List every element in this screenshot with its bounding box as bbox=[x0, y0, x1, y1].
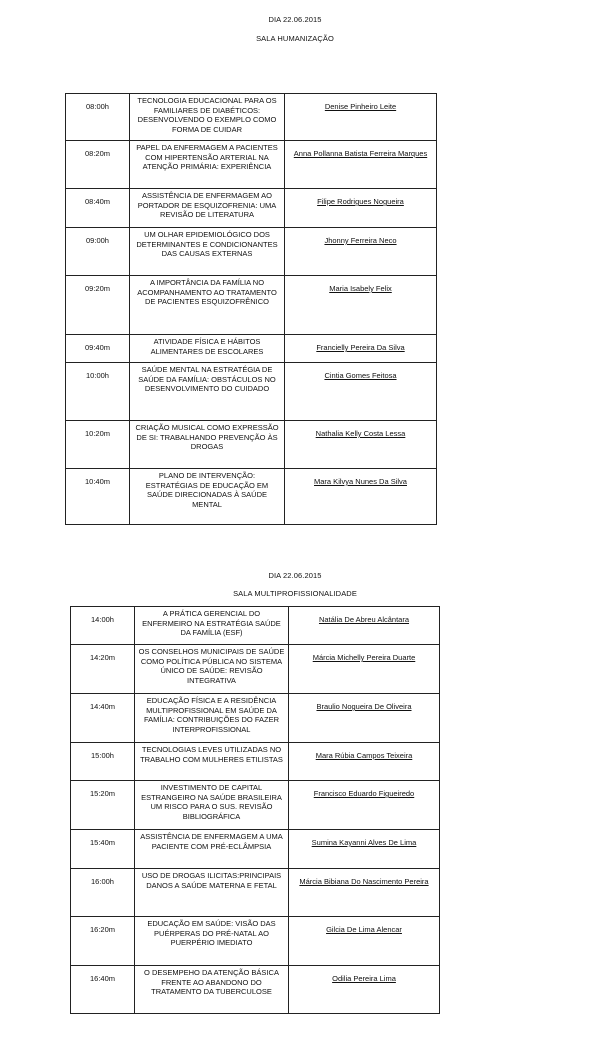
schedule-table-multiprofissionalidade bbox=[70, 606, 440, 1014]
presentation-title-text: PAPEL DA ENFERMAGEM A PACIENTES COM HIPERTENSÃO ARTERIAL NA ATENÇÃO PRIMÁRIA: EXPERIÊNCIA bbox=[136, 143, 278, 171]
table-row bbox=[66, 94, 437, 141]
presentation-title-text: INVESTIMENTO DE CAPITAL ESTRANGEIRO NA SAÚDE BRASILEIRA UM RISCO PARA O SUS. REVISÃO BIBLIOGRÁFICA bbox=[141, 783, 282, 821]
presentation-title-text: EDUCAÇÃO EM SAÚDE: VISÃO DAS PUÉRPERAS DO PRÉ-NATAL AO PUERPÉRIO IMEDIATO bbox=[147, 919, 276, 947]
schedule-time bbox=[66, 469, 130, 525]
author-name-text: Braulio Nogueira De Oliveira bbox=[316, 702, 412, 711]
presentation-title bbox=[135, 645, 289, 694]
schedule-time-text: 08:00h bbox=[86, 102, 109, 111]
author-name bbox=[285, 276, 437, 335]
presentation-title bbox=[130, 189, 285, 228]
table-body-2 bbox=[71, 607, 440, 1014]
schedule-time-text: 14:00h bbox=[91, 615, 114, 624]
presentation-title-text: TECNOLOGIAS LEVES UTILIZADAS NO TRABALHO COM MULHERES ETILISTAS bbox=[140, 745, 283, 764]
schedule-time-text: 08:20m bbox=[84, 149, 111, 158]
author-name bbox=[289, 645, 440, 694]
presentation-title bbox=[130, 469, 285, 525]
schedule-time bbox=[71, 917, 135, 966]
presentation-title-text: OS CONSELHOS MUNICIPAIS DE SAÚDE COMO POLÍTICA PÚBLICA NO SISTEMA ÚNICO DE SAÚDE: REVISÃO INTEGRATIVA bbox=[138, 647, 285, 685]
author-name bbox=[285, 469, 437, 525]
presentation-title bbox=[135, 917, 289, 966]
presentation-title bbox=[135, 694, 289, 743]
author-name bbox=[289, 694, 440, 743]
author-name-text: Filipe Rodrigues Nogueira bbox=[317, 197, 404, 206]
author-name-text: Cintia Gomes Feitosa bbox=[324, 371, 397, 380]
presentation-title bbox=[130, 276, 285, 335]
author-name-text: Márcia Michelly Pereira Duarte bbox=[312, 653, 416, 662]
author-name bbox=[285, 228, 437, 276]
schedule-table-humanizacao bbox=[65, 93, 437, 525]
schedule-time-text: 09:00h bbox=[86, 236, 109, 245]
schedule-time-text: 15:40m bbox=[89, 838, 116, 847]
table-row bbox=[71, 694, 440, 743]
schedule-time-text: 10:40m bbox=[84, 477, 111, 486]
author-name bbox=[285, 141, 437, 189]
author-name bbox=[289, 607, 440, 645]
table-row bbox=[66, 228, 437, 276]
author-name-text: Nathalia Kelly Costa Lessa bbox=[315, 429, 406, 438]
schedule-time bbox=[66, 421, 130, 469]
author-name-text: Maria Isabely Felix bbox=[329, 284, 392, 293]
table-row bbox=[66, 335, 437, 363]
schedule-time bbox=[66, 141, 130, 189]
author-name bbox=[285, 363, 437, 421]
schedule-time-text: 09:20m bbox=[84, 284, 111, 293]
table-row bbox=[66, 363, 437, 421]
presentation-title bbox=[135, 781, 289, 830]
author-name-text: Gilcia De Lima Alencar bbox=[326, 925, 402, 934]
schedule-time-text: 08:40m bbox=[84, 197, 111, 206]
schedule-time bbox=[71, 781, 135, 830]
presentation-title-text: O DESEMPEHO DA ATENÇÃO BÁSICA FRENTE AO ABANDONO DO TRATAMENTO DA TUBERCULOSE bbox=[144, 968, 279, 996]
author-name bbox=[285, 189, 437, 228]
presentation-title-text: ATIVIDADE FÍSICA E HÁBITOS ALIMENTARES DE ESCOLARES bbox=[150, 337, 264, 356]
presentation-title-text: USO DE DROGAS ILICITAS:PRINCIPAIS DANOS A SAÚDE MATERNA E FETAL bbox=[141, 871, 282, 890]
presentation-title-text: A IMPORTÂNCIA DA FAMÍLIA NO ACOMPANHAMENTO AO TRATAMENTO DE PACIENTES ESQUIZOFRÊNICO bbox=[137, 278, 277, 306]
schedule-time bbox=[71, 830, 135, 869]
presentation-title-text: ASSISTÊNCIA DE ENFERMAGEM A UMA PACIENTE COM PRÉ-ECLÂMPSIA bbox=[140, 832, 283, 851]
table-row bbox=[71, 645, 440, 694]
table-row bbox=[71, 607, 440, 645]
author-name-text: Mara Kilvya Nunes Da Silva bbox=[314, 477, 407, 486]
presentation-title bbox=[130, 363, 285, 421]
section1-date: DIA 22.06.2015 bbox=[268, 15, 322, 24]
schedule-time bbox=[71, 645, 135, 694]
author-name-text: Natália De Abreu Alcântara bbox=[318, 615, 410, 624]
presentation-title-text: ASSISTÊNCIA DE ENFERMAGEM AO PORTADOR DE ESQUIZOFRENIA: UMA REVISÃO DE LITERATURA bbox=[137, 191, 277, 219]
author-name-text: Jhonny Ferreira Neco bbox=[324, 236, 397, 245]
table-row bbox=[71, 781, 440, 830]
schedule-time bbox=[71, 694, 135, 743]
schedule-time-text: 15:20m bbox=[89, 789, 116, 798]
author-name bbox=[289, 966, 440, 1014]
presentation-title-text: CRIAÇÃO MUSICAL COMO EXPRESSÃO DE SI: TRABALHANDO PREVENÇÃO ÀS DROGAS bbox=[135, 423, 279, 451]
presentation-title bbox=[130, 228, 285, 276]
table-row bbox=[71, 917, 440, 966]
author-name-text: Márcia Bibiana Do Nascimento Pereira bbox=[299, 877, 429, 886]
author-name-text: Mara Rúbia Campos Teixeira bbox=[315, 751, 413, 760]
table-row bbox=[66, 189, 437, 228]
schedule-time-text: 09:40m bbox=[84, 343, 111, 352]
presentation-title-text: SAÚDE MENTAL NA ESTRATÉGIA DE SAÚDE DA FAMÍLIA: OBSTÁCULOS NO DESENVOLVIMENTO DO CUIDADO bbox=[138, 365, 276, 393]
author-name-text: Francisco Eduardo Figueiredo bbox=[313, 789, 415, 798]
presentation-title bbox=[130, 335, 285, 363]
author-name bbox=[289, 869, 440, 917]
schedule-time bbox=[66, 335, 130, 363]
author-name-text: Anna Pollanna Batista Ferreira Marques bbox=[293, 149, 428, 158]
schedule-time-text: 10:00h bbox=[86, 371, 109, 380]
schedule-time bbox=[71, 966, 135, 1014]
section2-date: DIA 22.06.2015 bbox=[268, 571, 322, 580]
author-name bbox=[285, 421, 437, 469]
section1-room: SALA HUMANIZAÇÃO bbox=[256, 34, 334, 43]
presentation-title bbox=[130, 421, 285, 469]
schedule-time bbox=[66, 94, 130, 141]
schedule-time bbox=[71, 607, 135, 645]
presentation-title bbox=[135, 966, 289, 1014]
schedule-time bbox=[71, 869, 135, 917]
presentation-title bbox=[135, 743, 289, 781]
table-row bbox=[71, 869, 440, 917]
presentation-title bbox=[130, 94, 285, 141]
presentation-title bbox=[135, 830, 289, 869]
table-row bbox=[71, 743, 440, 781]
presentation-title bbox=[135, 869, 289, 917]
schedule-time-text: 14:20m bbox=[89, 653, 116, 662]
author-name bbox=[289, 743, 440, 781]
schedule-time-text: 16:20m bbox=[89, 925, 116, 934]
schedule-time bbox=[66, 228, 130, 276]
presentation-title-text: UM OLHAR EPIDEMIOLÓGICO DOS DETERMINANTES E CONDICIONANTES DAS CAUSAS EXTERNAS bbox=[136, 230, 278, 258]
schedule-time-text: 10:20m bbox=[84, 429, 111, 438]
presentation-title bbox=[130, 141, 285, 189]
table-row bbox=[66, 276, 437, 335]
author-name-text: Odilia Pereira Lima bbox=[332, 974, 396, 983]
author-name bbox=[289, 917, 440, 966]
schedule-time-text: 15:00h bbox=[91, 751, 114, 760]
schedule-time-text: 16:40m bbox=[89, 974, 116, 983]
presentation-title bbox=[135, 607, 289, 645]
author-name bbox=[289, 781, 440, 830]
section2-room: SALA MULTIPROFISSIONALIDADE bbox=[233, 589, 357, 598]
table-row bbox=[71, 966, 440, 1014]
author-name-text: Francielly Pereira Da Silva bbox=[316, 343, 405, 352]
presentation-title-text: TECNOLOGIA EDUCACIONAL PARA OS FAMILIARES DE DIABÉTICOS: DESENVOLVENDO O EXEMPLO COMO FORMA DE CUIDAR bbox=[137, 96, 277, 134]
presentation-title-text: A PRÁTICA GERENCIAL DO ENFERMEIRO NA ESTRATÉGIA SAÚDE DA FAMÍLIA (ESF) bbox=[142, 609, 281, 637]
author-name-text: Denise Pinheiro Leite bbox=[324, 102, 397, 111]
schedule-time bbox=[71, 743, 135, 781]
table-row bbox=[66, 421, 437, 469]
table-row bbox=[71, 830, 440, 869]
author-name bbox=[289, 830, 440, 869]
table-row bbox=[66, 469, 437, 525]
schedule-time-text: 14:40m bbox=[89, 702, 116, 711]
table-row bbox=[66, 141, 437, 189]
schedule-time bbox=[66, 276, 130, 335]
presentation-title-text: EDUCAÇÃO FÍSICA E A RESIDÊNCIA MULTIPROFISSIONAL EM SAÚDE DA FAMÍLIA: CONTRIBUIÇÕES DO FAZER INTERPROFISSIONAL bbox=[143, 696, 280, 734]
schedule-time bbox=[66, 363, 130, 421]
presentation-title-text: PLANO DE INTERVENÇÃO: ESTRATÉGIAS DE EDUCAÇÃO EM SAÚDE DIRECIONADAS À SAÚDE MENTAL bbox=[145, 471, 269, 509]
author-name bbox=[285, 94, 437, 141]
author-name-text: Sumina Kayanni Alves De Lima bbox=[311, 838, 417, 847]
table-body-1 bbox=[66, 94, 437, 525]
schedule-time bbox=[66, 189, 130, 228]
author-name bbox=[285, 335, 437, 363]
schedule-time-text: 16:00h bbox=[91, 877, 114, 886]
